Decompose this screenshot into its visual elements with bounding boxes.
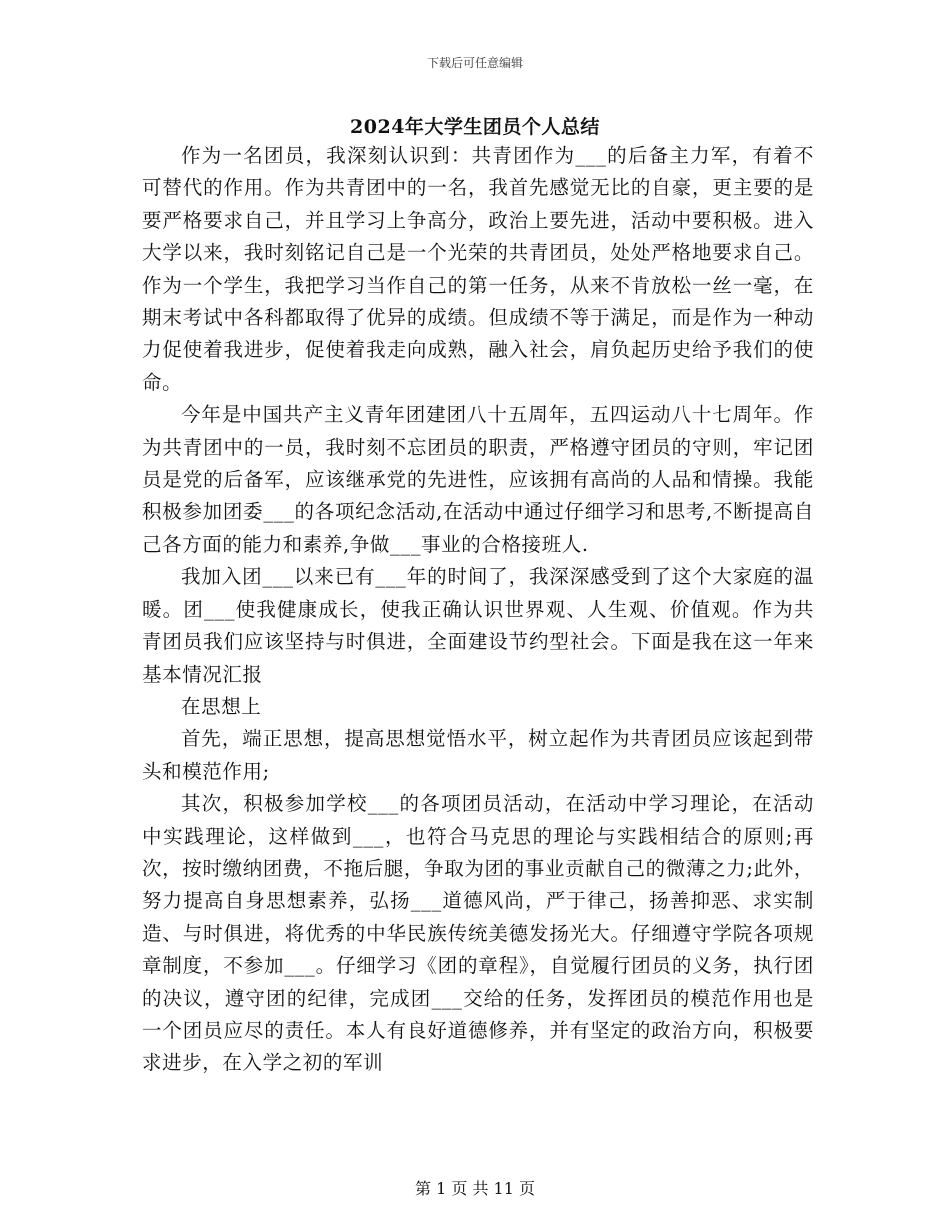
page-footer-number: 第 1 页 共 11 页 <box>415 1179 535 1198</box>
paragraph: 其次，积极参加学校___的各项团员活动，在活动中学习理论，在活动中实践理论，这样做到___，也符合马克思的理论与实践相结合的原则;再次，按时缴纳团费，不拖后腿，争取为团的事业贡献自己的微薄之力;此外，努力提高自身思想素养，弘扬___道德风尚，严于律己，扬善抑恶、求实制造、与时俱进，将优秀的中华民族传统美德发扬光大。仔细遵守学院各项规章制度，不参加___。仔细学习《团的章程》，自觉履行团员的义务，执行团的决议，遵守团的纪律，完成团___交给的任务，发挥团员的模范作用也是一个团员应尽的责任。本人有良好道德修养，并有坚定的政治方向，积极要求进步，在入学之初的军训 <box>142 792 814 1075</box>
section-heading: 在思想上 <box>181 694 262 718</box>
paragraph: 今年是中国共产主义青年团建团八十五周年，五四运动八十七周年。作为共青团中的一员，我时刻不忘团员的职责，严格遵守团员的守则，牢记团员是党的后备军，应该继承党的先进性，应该拥有高尚的人品和情操。我能积极参加团委___的各项纪念活动,在活动中通过仔细学习和思考,不断提高自己各方面的能力和素养,争做___事业的合格接班人. <box>142 403 814 556</box>
document-body <box>142 140 814 1080</box>
page-header-note: 下载后可任意编辑 <box>426 56 523 70</box>
paragraph: 首先，端正思想，提高思想觉悟水平，树立起作为共青团员应该起到带头和模范作用; <box>142 727 814 783</box>
paragraph: 我加入团___以来已有___年的时间了，我深深感受到了这个大家庭的温暖。团___使我健康成长，使我正确认识世界观、人生观、价值观。作为共青团员我们应该坚持与时俱进，全面建设节约型社会。下面是我在这一年来基本情况汇报 <box>142 565 814 686</box>
document-title: 2024年大学生团员个人总结 <box>350 116 600 138</box>
paragraph: 作为一名团员，我深刻认识到：共青团作为___的后备主力军，有着不可替代的作用。作为共青团中的一名，我首先感觉无比的自豪，更主要的是要严格要求自己，并且学习上争高分，政治上要先进，活动中要积极。进入大学以来，我时刻铭记自己是一个光荣的共青团员，处处严格地要求自己。作为一个学生，我把学习当作自己的第一任务，从来不肯放松一丝一毫，在期末考试中各科都取得了优异的成绩。但成绩不等于满足，而是作为一种动力促使着我进步，促使着我走向成熟，融入社会，肩负起历史给予我们的使命。 <box>142 144 814 394</box>
